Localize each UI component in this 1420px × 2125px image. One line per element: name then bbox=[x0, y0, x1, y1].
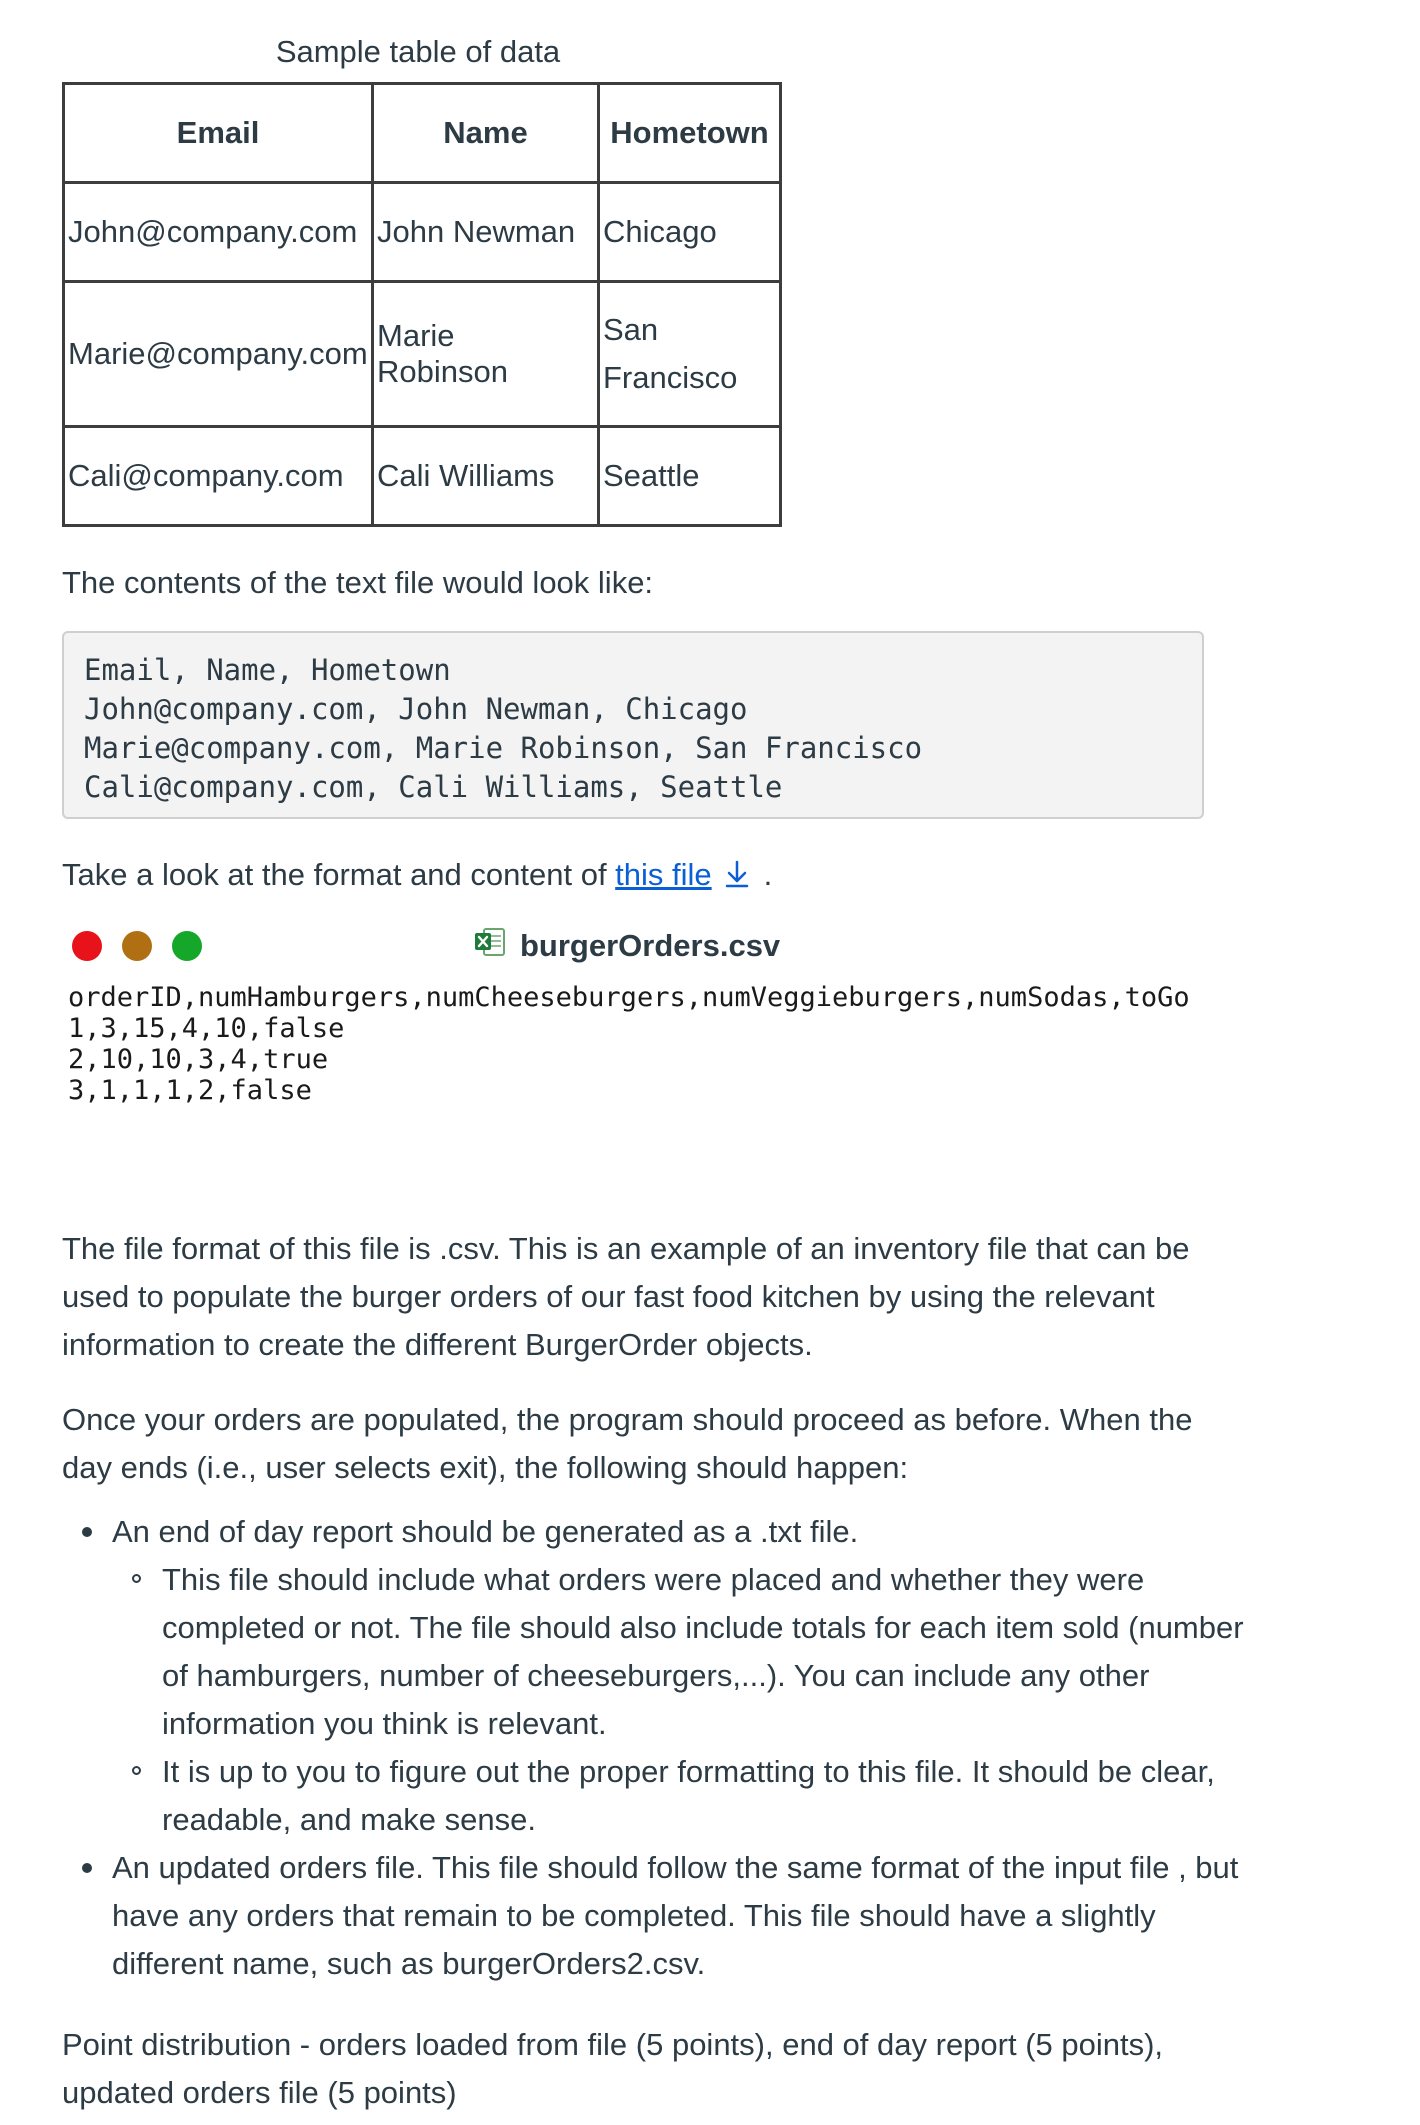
column-header-email: Email bbox=[64, 84, 373, 183]
end-of-day-report-bullet: An end of day report should be generated as a .txt file. bbox=[112, 1514, 859, 1549]
text-file-code-block bbox=[62, 631, 1204, 819]
requirements-list bbox=[62, 1508, 1272, 1988]
table-cell-email: Marie@company.com bbox=[64, 282, 373, 427]
code-line: Marie@company.com, Marie Robinson, San Francisco bbox=[84, 731, 923, 765]
maximize-dot-icon bbox=[172, 931, 202, 961]
table-row bbox=[64, 427, 781, 526]
csv-line: 3,1,1,1,2,false bbox=[68, 1075, 312, 1106]
orders-populated-paragraph: Once your orders are populated, the program should proceed as before. When the day ends (i.e., user selects exit), the following should happen: bbox=[62, 1402, 1193, 1485]
sample-data-table bbox=[62, 82, 782, 527]
close-dot-icon bbox=[72, 931, 102, 961]
column-header-name: Name bbox=[373, 84, 599, 183]
csv-line: orderID,numHamburgers,numCheeseburgers,numVeggieburgers,numSodas,toGo bbox=[68, 982, 1190, 1013]
excel-file-icon bbox=[474, 927, 506, 965]
csv-line: 2,10,10,3,4,true bbox=[68, 1044, 329, 1075]
table-cell-name: Marie Robinson bbox=[373, 282, 599, 427]
table-cell-email: Cali@company.com bbox=[64, 427, 373, 526]
list-item: It is up to you to figure out the proper formatting to this file. It should be clear, readable, and make sense. bbox=[162, 1748, 1272, 1844]
list-item: An updated orders file. This file should follow the same format of the input file , but have any orders that remain to be completed. This file should have a slightly different name, such as burgerOrders2.csv. bbox=[112, 1844, 1272, 1988]
table-cell-hometown: Chicago bbox=[599, 183, 781, 282]
csv-line: 1,3,15,4,10,false bbox=[68, 1013, 345, 1044]
table-cell-name: Cali Williams bbox=[373, 427, 599, 526]
report-sublist bbox=[112, 1556, 1272, 1844]
this-file-link[interactable]: this file bbox=[615, 857, 712, 892]
text-file-intro: The contents of the text file would look like: bbox=[62, 565, 654, 600]
file-preview-header bbox=[474, 926, 780, 966]
table-cell-email: John@company.com bbox=[64, 183, 373, 282]
file-format-paragraph: The file format of this file is .csv. This is an example of an inventory file that can be used to populate the burger orders of our fast food kitchen by using the relevant information to create the different BurgerOrder objects. bbox=[62, 1231, 1190, 1362]
code-line: John@company.com, John Newman, Chicago bbox=[84, 692, 748, 726]
table-cell-name: John Newman bbox=[373, 183, 599, 282]
sentence-period: . bbox=[763, 857, 773, 892]
point-distribution-paragraph: Point distribution - orders loaded from file (5 points), end of day report (5 points), updated orders file (5 points) bbox=[62, 2027, 1164, 2110]
list-item bbox=[112, 1508, 1272, 1844]
table-row bbox=[64, 282, 781, 427]
table-cell-hometown bbox=[599, 282, 781, 427]
table-cell-hometown: Seattle bbox=[599, 427, 781, 526]
code-line: Cali@company.com, Cali Williams, Seattle bbox=[84, 770, 783, 804]
minimize-dot-icon bbox=[122, 931, 152, 961]
csv-preview-content bbox=[68, 982, 1190, 1106]
column-header-hometown: Hometown bbox=[599, 84, 781, 183]
table-caption: Sample table of data bbox=[275, 34, 561, 69]
code-line: Email, Name, Hometown bbox=[84, 653, 451, 687]
table-header-row bbox=[64, 84, 781, 183]
table-row bbox=[64, 183, 781, 282]
look-at-file-paragraph bbox=[62, 851, 1212, 903]
file-preview-filename: burgerOrders.csv bbox=[520, 928, 781, 963]
hometown-text: San Francisco bbox=[603, 312, 738, 395]
list-item: This file should include what orders were placed and whether they were completed or not. The file should also include totals for each item sold (number of hamburgers, number of cheeseburgers,...). You can include any other information you think is relevant. bbox=[162, 1556, 1272, 1748]
download-icon[interactable] bbox=[722, 855, 752, 903]
look-text: Take a look at the format and content of bbox=[62, 857, 616, 892]
